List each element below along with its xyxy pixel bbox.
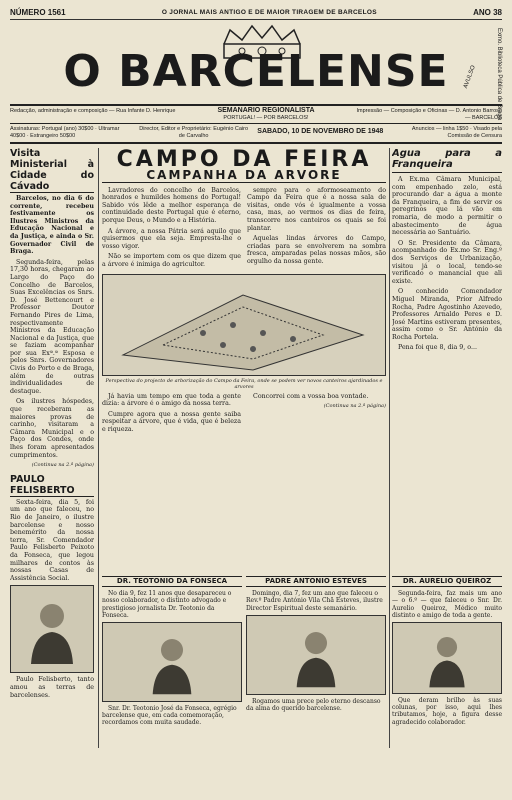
water-paragraph: Pena foi que 8, dia 9, o... — [398, 344, 477, 352]
obit-paragraph: Paulo Felisberto, tanto amou as terras de barcelenses. — [10, 676, 94, 699]
article-paragraph: Concorrei com a vossa boa vontade. — [253, 392, 369, 400]
water-paragraph: O Sr. Presidente da Câmara, acompanhado do Ex.mo Sr. Eng.º dos Serviços de Urbanização, visitou já o local, tendo-se verificado o manancial que ali existe. — [392, 239, 502, 285]
memorial-text: Domingo, dia 7, fez um ano que faleceu o Rev.º Padre António Vila Chã Esteves, ilustre Director Espiritual deste semanário. — [246, 590, 383, 612]
visit-paragraph: Barcelos, no dia 6 do corrente, recebeu festivamente os Ilustres Ministros da Educação Nacional e da Justiça, e ainda o Sr. Governador Civil de Braga. — [10, 195, 94, 256]
water-heading: Agua para a Franqueira — [392, 148, 502, 170]
obit-heading: PAULO FELISBERTO — [10, 474, 94, 497]
article-paragraph: Cumpre agora que a nossa gente saiba respeitar a árvore, que é vida, que é beleza e riqueza. — [102, 410, 241, 433]
water-paragraph: A Ex.ma Câmara Municipal, com empenhado zelo, está procurando dar a água a monte da Franqueira, a fim de servir os peregrinos que lá vão em romaria, de modo a permitir o abastecimento de água necessária ao Santuário. — [392, 176, 502, 237]
article-paragraph: sempre para o aformoseamento do Campo da Feira que é a nossa sala de visitas, onde vós é igualmente a vossa casa, mas, ao vermos os dias de feira, transcorre nos canteiros os quais se foi plantar. — [247, 186, 386, 232]
visit-paragraph: Os ilustres hóspedes, que receberam as maiores provas de carinho, visitaram a Câmara Municipal e o Paço dos Condes, onde lhes foram apresentados cumprimentos. — [10, 398, 94, 459]
visit-paragraph: Segunda-feira, pelas 17,30 horas, chegaram ao Largo do Paço do Concelho de Barcelos, Suas Excelências os Snrs. D. José Bettencourt e Professor Doutor Fernando Pires de Lima, respectivamente Ministros da Educação Nacional e da Justiça, que se faziam acompanhar por sua Exª.ª Esposa e pelos Snrs. Governadores Civis do Porto e de Braga, além de outras individualidades de destaque. — [10, 258, 94, 395]
memorial-teotonio — [102, 572, 242, 748]
main-headline: CAMPO DA FEIRA — [116, 148, 372, 172]
continue-note: (Continua na 2.ª página) — [31, 462, 94, 469]
memorial-esteves — [246, 572, 386, 748]
column-divider — [98, 148, 99, 748]
page-body — [10, 144, 502, 754]
memorial-caption: Rogamos uma prece pelo eterno descanso da alma do querido barcelense. — [246, 697, 381, 713]
subhead-right: Impressão — Composição e Oficinas — D. Antonio Barroso — BARCELOS — [356, 108, 502, 121]
article-paragraph: Aquelas lindas árvores do Campo, criadas para se envolverem na sombra fresca, amparadas pelas nossas mãos, são orgulho da nossa gente. — [247, 235, 386, 265]
portrait-photo — [102, 622, 242, 702]
divider — [392, 172, 502, 173]
column-left — [10, 148, 94, 748]
subhead — [10, 106, 502, 124]
subhead-center — [217, 108, 314, 121]
person-icon — [426, 628, 468, 688]
masthead-title: O BARCELENSE — [63, 46, 449, 97]
portrait-photo — [10, 585, 94, 673]
portrait-photo — [246, 615, 386, 695]
article-paragraph: A árvore, a nossa Pátria será aquilo que quisermos que ela seja. Empresta-lhe o vosso vigor. — [102, 227, 241, 250]
map-icon — [103, 275, 385, 375]
director-info: Director, Editor e Proprietário: Eugénio Cairo de Carvalho — [139, 126, 249, 139]
article-paragraph: Não se importem com os que dizem que a árvore é inimiga do agricultor. — [102, 253, 241, 268]
subhead-title: SEMANARIO REGIONALISTA — [217, 107, 315, 114]
side-note: Exmo. Biblioteca Pública de Braga — [496, 28, 502, 121]
main-article — [102, 187, 386, 272]
issue-date: SABADO, 10 DE NOVEMBRO DE 1948 — [257, 128, 384, 136]
plan-illustration — [102, 274, 386, 376]
memorial-text: No dia 9, fez 11 anos que desapareceu o nosso colaborador, o distinto advogado e prestigioso jornalista Dr. Teotonio da Fonseca. — [102, 590, 232, 619]
portrait-photo — [392, 622, 502, 694]
person-icon — [149, 629, 195, 695]
memorial-heading: PADRE ANTONIO ESTEVES — [246, 576, 386, 587]
subscription-info: Assinaturas: Portugal (ano) 30$00 · Ultramar 40$00 · Estrangeiro 50$00 — [10, 126, 120, 139]
person-icon — [293, 622, 339, 688]
tagline: O JORNAL MAIS ANTIGO E DE MAIOR TIRAGEM DE BARCELOS — [161, 9, 377, 16]
obit-paragraph: Sexta-feira, dia 5, foi um ano que faleceu, no Rio de Janeiro, o ilustre barcelense e nosso benemérito da nossa terra, Sr. Comendador Paulo Felisberto Peixoto da Fonseca, que legou milhares de contos às nossas Casas de Assistência Social. — [10, 498, 94, 582]
memorial-text: Segunda-feira, faz mais um ano — o 6.º — que faleceu o Snr. Dr. Aurelio Queiroz, Médico muito distinto e amigo de toda a gente. — [392, 590, 502, 619]
person-icon — [27, 594, 77, 664]
memorial-caption: Que deram brilho às suas colunas, por isso, aqui lhes tributamos, hoje, a figura desse agradecido colaborador. — [392, 697, 502, 726]
article-paragraph: Lavradores do concelho de Barcelos, honrados e humildes homens do Portugal! Sabido vós lêde a melhor esperança de continuidade deste Portugal que é eterno, porque Deus, o Mundo e a História. — [102, 186, 241, 224]
avulso-label: AVULSO — [463, 64, 477, 90]
year: ANO 38 — [473, 8, 502, 17]
memorial-heading: DR. TEOTONIO DA FONSECA — [102, 576, 242, 587]
subhead-motto: PORTUGAL! — POR BARCELOS! — [223, 114, 309, 121]
subhead-left: Redacção, administração e composição — Rua Infante D. Henrique — [10, 108, 176, 114]
top-bar — [10, 8, 502, 20]
visit-heading: Visita Ministerial à Cidade do Cávado — [10, 148, 94, 192]
issue-number: NÚMERO 1561 — [10, 8, 66, 17]
memorial-caption: Snr. Dr. Teotonio José da Fonseca, egrégio barcelense que, em cada comemoração, recordamos com muita saudade. — [102, 705, 237, 727]
memorial-heading: DR. AURELIO QUEIROZ — [392, 576, 502, 587]
water-paragraph: O conhecido Comendador Miguel Miranda, Prior Alfredo Rocha, Padre Agostinho Azevedo, Professores Arnaldo Peres e D. José Martins estiveram presentes, assim como o Sr. António da Rocha Portela. — [392, 288, 502, 341]
ads-info: Anuncios — linha 1$50 · Visado pela Comissão de Censura — [411, 126, 502, 139]
plan-caption: Perspectiva do projecto de arborização do Campo da Feira, onde se podem ver novos canteiros ajardinados e arvores — [105, 377, 383, 390]
main-article-cont — [102, 393, 386, 437]
info-line — [10, 124, 502, 144]
continue-note: (Continua na 2.ª página) — [323, 403, 386, 410]
main-subheadline: CAMPANHA DA ARVORE — [102, 172, 386, 183]
memorial-boxes — [102, 572, 386, 748]
article-paragraph: Já havia um tempo em que toda a gente dizia: a árvore é o amigo da nossa terra. — [102, 392, 241, 408]
memorial-queiroz — [392, 572, 502, 748]
column-divider — [389, 148, 390, 748]
